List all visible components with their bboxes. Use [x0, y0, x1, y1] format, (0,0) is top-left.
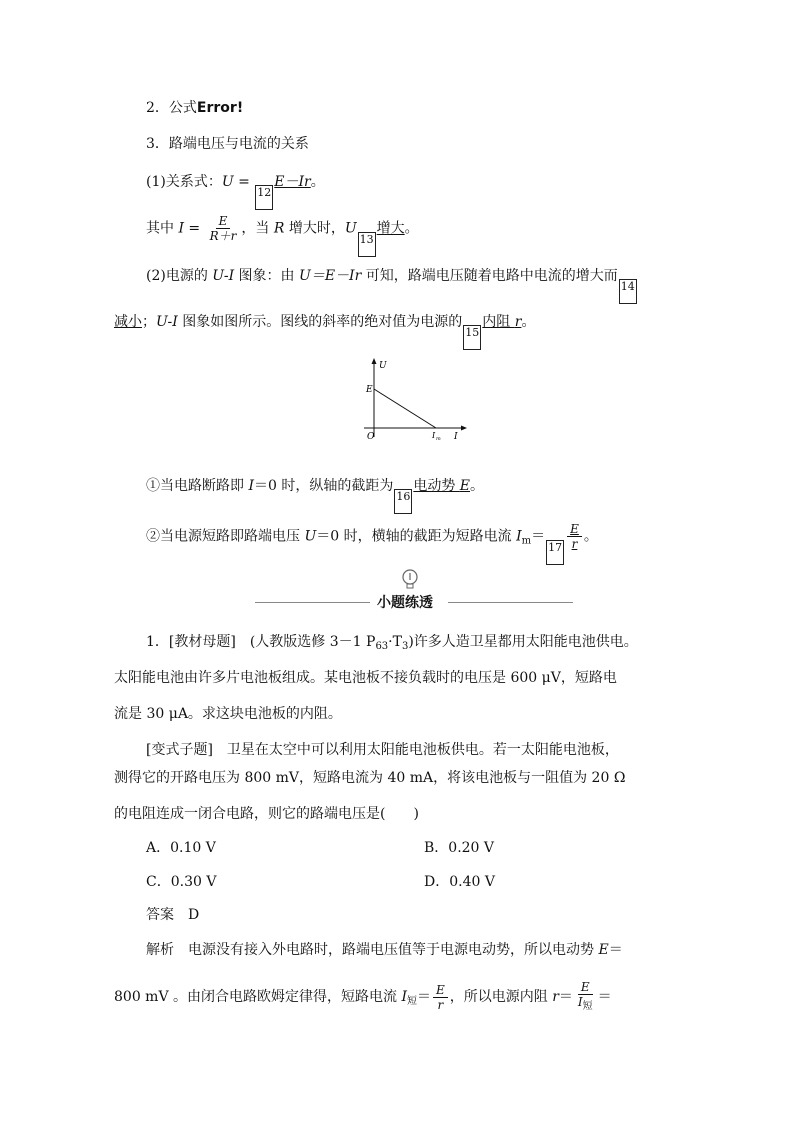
lightbulb-icon: [401, 568, 419, 590]
answer-label: 答案: [146, 907, 174, 923]
y-intercept-label: E: [366, 385, 373, 395]
line-problem-2: 太阳能电池由许多片电池板组成。某电池板不接负载时的电压是 600 μV，短路电: [114, 670, 617, 686]
answer-14: 减小: [114, 314, 142, 330]
var-i: I: [401, 989, 407, 1005]
text: ＝: [531, 528, 546, 545]
answer-13: 增大: [376, 220, 405, 237]
ui-graph-figure: [360, 355, 470, 445]
y-arrow: [372, 358, 377, 364]
x-intercept-label: I: [432, 431, 436, 440]
fraction-e-over-r: [567, 522, 582, 551]
numerator: E: [567, 522, 582, 537]
numerator: E: [216, 214, 231, 229]
line-ui-graph: [146, 266, 638, 304]
line-heading-3: 3．路端电压与电流的关系: [146, 136, 309, 152]
text: 图象如图所示。图线的斜率的绝对值为电源的: [177, 314, 463, 330]
text: ＝0 时，横轴的截距为短路电流: [316, 528, 517, 545]
text: ，所以电源内阻: [449, 989, 553, 1005]
subscript: 3: [401, 641, 409, 652]
var-r: R: [273, 220, 285, 237]
text: ；: [142, 314, 156, 330]
x-intercept-sub: m: [436, 436, 441, 442]
line-problem-1: [146, 632, 638, 657]
subscript: 63: [375, 641, 389, 652]
answer-12: E－Ir: [274, 174, 311, 190]
text: 1．[教材母题] (人教版选修 3－1 P: [146, 634, 376, 650]
fraction-e-over-r: [207, 214, 240, 243]
option-a: A．0.10 V: [146, 840, 216, 856]
var-u: U: [221, 174, 234, 190]
blank-box-15: 15: [463, 325, 481, 350]
fraction-e-over-i: [575, 980, 596, 1014]
equation: U＝E－Ir: [299, 268, 362, 284]
item-number: 2．公式: [146, 100, 197, 116]
blank-box-16: 16: [394, 489, 412, 514]
var-e: E: [459, 478, 471, 494]
analysis-label: 解析: [146, 942, 174, 958]
option-b: B．0.20 V: [424, 840, 495, 856]
text: 图象：由: [234, 268, 300, 284]
var-i: I: [577, 995, 583, 1009]
subscript: 短: [582, 1001, 593, 1012]
blank-box-13: 13: [358, 232, 376, 257]
line-variant-1: [变式子题] 卫星在太空中可以利用太阳能电池板供电。若一太阳能电池板，: [146, 742, 619, 758]
text: 增大时，: [284, 220, 345, 237]
denominator: r: [571, 537, 578, 551]
text: 。: [583, 528, 598, 545]
text: ＝: [417, 989, 431, 1005]
var-i: I: [516, 528, 522, 545]
answer-16: 电动势: [413, 478, 460, 494]
var-ui: U-I: [156, 314, 178, 330]
line-short-circuit: [146, 522, 598, 565]
text: ＝: [608, 942, 623, 958]
text: 。: [404, 220, 419, 237]
numerator: E: [433, 983, 448, 998]
line-relation: [146, 172, 325, 210]
text: ，当: [241, 220, 274, 237]
text: ＝0 时，纵轴的截距为: [253, 478, 394, 494]
error-text: Error!: [196, 100, 244, 116]
line-variant-2: 测得它的开路电压为 800 mV，短路电流为 40 mA，将该电池板与一阻值为 20 Ω: [114, 770, 626, 786]
var-r: r: [514, 314, 522, 330]
var-u: U: [304, 528, 317, 545]
ui-line: [374, 389, 436, 428]
answer-value: D: [188, 907, 200, 923]
var-e: E: [598, 942, 609, 958]
line-analysis-2: [114, 980, 612, 1014]
var-i: I: [248, 478, 254, 494]
x-axis-label: I: [454, 432, 458, 442]
y-axis-label: U: [379, 361, 387, 371]
x-arrow: [461, 426, 467, 431]
line-where: [146, 214, 419, 257]
text: 可知，路端电压随着电路中电流的增大而: [361, 268, 618, 284]
divider-right: [448, 602, 573, 603]
text: ②当电源短路即路端电压: [146, 528, 305, 545]
denominator: R＋r: [209, 229, 237, 243]
var-i: I: [178, 220, 184, 237]
text: ＝: [597, 989, 612, 1005]
line-problem-3: 流是 30 μA。求这块电池板的内阻。: [114, 706, 342, 722]
line-variant-3: 的电阻连成一闭合电路，则它的路端电压是( ): [114, 806, 419, 822]
text: ＝: [558, 989, 573, 1005]
fraction-e-over-r: [433, 983, 448, 1012]
text: 电源没有接入外电路时，路端电压值等于电源电动势，所以电动势: [174, 942, 599, 958]
answer-15: 内阻: [482, 314, 515, 330]
subscript: 短: [407, 996, 417, 1007]
text: 。: [470, 478, 485, 494]
var-u: U: [344, 220, 357, 237]
var-r: r: [552, 989, 559, 1005]
text: 800 mV 。由闭合电路欧姆定律得，短路电流: [114, 989, 402, 1005]
blank-box-14: 14: [619, 279, 637, 304]
text: ·T: [388, 634, 402, 650]
text: 。: [521, 314, 536, 330]
line-open-circuit: [146, 476, 484, 514]
text: (2)电源的: [146, 268, 213, 284]
numerator: E: [578, 980, 593, 995]
var-ui: U-I: [212, 268, 235, 284]
subscript-m: m: [521, 535, 532, 547]
section-title: 小题练透: [377, 595, 433, 611]
line-formula-error: [146, 98, 243, 118]
text: (1)关系式：: [146, 174, 222, 190]
denominator: r: [437, 997, 444, 1012]
option-d: D．0.40 V: [424, 874, 495, 890]
line-analysis-1: [146, 940, 623, 960]
text: 其中: [146, 220, 179, 237]
line-answer: [146, 905, 199, 925]
text: =: [233, 174, 255, 190]
text: =: [183, 220, 205, 237]
blank-box-12: 12: [255, 185, 273, 210]
divider-left: [255, 602, 370, 603]
line-slope: [114, 312, 535, 350]
text: 。: [310, 174, 325, 190]
option-c: C．0.30 V: [146, 874, 217, 890]
denominator: [575, 995, 596, 1014]
text: )许多人造卫星都用太阳能电池供电。: [408, 634, 638, 650]
text: ①当电路断路即: [146, 478, 249, 494]
origin-label: O: [367, 432, 375, 442]
blank-box-17: 17: [546, 540, 564, 565]
